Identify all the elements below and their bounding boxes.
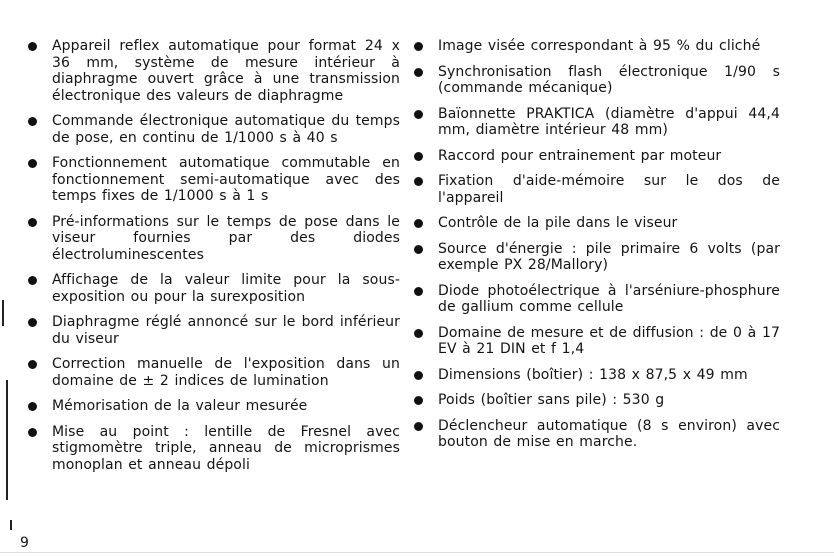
list-item bbox=[408, 418, 780, 451]
item-text: Image visée correspondant à 95 % du cliché bbox=[438, 38, 761, 54]
bullet-dot-icon bbox=[414, 329, 423, 338]
list-item bbox=[22, 155, 400, 205]
item-text: Pré-informations sur le temps de pose dans le viseur fournies par des diodes électroluminescentes bbox=[52, 213, 400, 263]
item-text: Contrôle de la pile dans le viseur bbox=[438, 215, 678, 231]
bullet-dot-icon bbox=[414, 110, 423, 119]
bullet-dot-icon bbox=[414, 396, 423, 405]
list-item bbox=[408, 283, 780, 316]
item-text: Fixation d'aide-mémoire sur le dos de l'appareil bbox=[438, 173, 780, 206]
item-text: Diode photoélectrique à l'arséniure-phosphure de gallium comme cellule bbox=[438, 282, 780, 315]
bullet-dot-icon bbox=[28, 276, 37, 285]
list-item bbox=[408, 392, 780, 409]
item-text: Mise au point : lentille de Fresnel avec stigmomètre triple, anneau de microprismes monoplan et anneau dépoli bbox=[52, 423, 400, 473]
left-column bbox=[22, 38, 400, 482]
bullet-dot-icon bbox=[28, 159, 37, 168]
bullet-dot-icon bbox=[414, 152, 423, 161]
list-item bbox=[408, 367, 780, 384]
bullet-dot-icon bbox=[28, 218, 37, 227]
list-item bbox=[408, 38, 780, 55]
bullet-dot-icon bbox=[414, 219, 423, 228]
bullet-dot-icon bbox=[28, 117, 37, 126]
scan-mark bbox=[2, 300, 4, 326]
item-text: Raccord pour entrainement par moteur bbox=[438, 147, 722, 164]
scan-mark bbox=[10, 520, 12, 530]
item-text: Correction manuelle de l'exposition dans un domaine de ± 2 indices de lumination bbox=[52, 356, 400, 389]
list-item bbox=[22, 314, 400, 347]
item-text: Déclencheur automatique (8 s environ) avec bouton de mise en marche. bbox=[438, 417, 780, 450]
bullet-dot-icon bbox=[414, 177, 423, 186]
item-text: Diaphragme réglé annoncé sur le bord inférieur du viseur bbox=[52, 314, 400, 347]
list-item bbox=[408, 215, 780, 232]
bullet-dot-icon bbox=[414, 287, 423, 296]
list-item bbox=[408, 173, 780, 206]
bullet-dot-icon bbox=[414, 422, 423, 431]
bullet-dot-icon bbox=[414, 371, 423, 380]
list-item bbox=[408, 106, 780, 139]
item-text: Synchronisation flash électronique 1/90 s (commande mécanique) bbox=[438, 63, 780, 96]
item-text: Fonctionnement automatique commutable en fonctionnement semi-automatique avec des temps fixes de 1/1000 s à 1 s bbox=[52, 155, 400, 204]
list-item bbox=[22, 272, 400, 305]
page-bottom-edge bbox=[0, 552, 834, 553]
bullet-dot-icon bbox=[28, 42, 37, 51]
bullet-dot-icon bbox=[28, 428, 37, 437]
item-text: Baïonnette PRAKTICA (diamètre d'appui 44,4 mm, diamètre intérieur 48 mm) bbox=[438, 105, 780, 138]
list-item bbox=[408, 148, 780, 165]
page-number: 9 bbox=[20, 535, 29, 551]
list-item bbox=[408, 325, 780, 358]
item-text: Commande électronique automatique du temps de pose, en continu de 1/1000 s à 40 s bbox=[52, 113, 400, 146]
bullet-dot-icon bbox=[28, 318, 37, 327]
scan-mark bbox=[6, 380, 8, 500]
item-text: Appareil reflex automatique pour format 24 x 36 mm, système de mesure intérieur à diaphragme ouvert grâce à une transmission électronique des valeurs de diaphragme bbox=[52, 38, 400, 104]
list-item bbox=[22, 356, 400, 389]
list-item bbox=[22, 398, 400, 415]
item-text: Dimensions (boîtier) : 138 x 87,5 x 49 mm bbox=[438, 366, 748, 383]
list-item bbox=[22, 424, 400, 474]
bullet-dot-icon bbox=[414, 42, 423, 51]
item-text: Poids (boîtier sans pile) : 530 g bbox=[438, 392, 665, 408]
right-column bbox=[408, 38, 780, 460]
list-item bbox=[408, 64, 780, 97]
bullet-dot-icon bbox=[28, 360, 37, 369]
bullet-dot-icon bbox=[414, 245, 423, 254]
bullet-dot-icon bbox=[28, 402, 37, 411]
item-text: Mémorisation de la valeur mesurée bbox=[52, 398, 308, 414]
list-item bbox=[22, 38, 400, 104]
bullet-dot-icon bbox=[414, 68, 423, 77]
list-item bbox=[408, 241, 780, 274]
item-text: Domaine de mesure et de diffusion : de 0 à 17 EV à 21 DIN et f 1,4 bbox=[438, 324, 780, 357]
list-item bbox=[22, 214, 400, 264]
item-text: Source d'énergie : pile primaire 6 volts (par exemple PX 28/Mallory) bbox=[438, 240, 780, 273]
list-item bbox=[22, 113, 400, 146]
item-text: Affichage de la valeur limite pour la sous-exposition ou pour la surexposition bbox=[52, 272, 400, 305]
